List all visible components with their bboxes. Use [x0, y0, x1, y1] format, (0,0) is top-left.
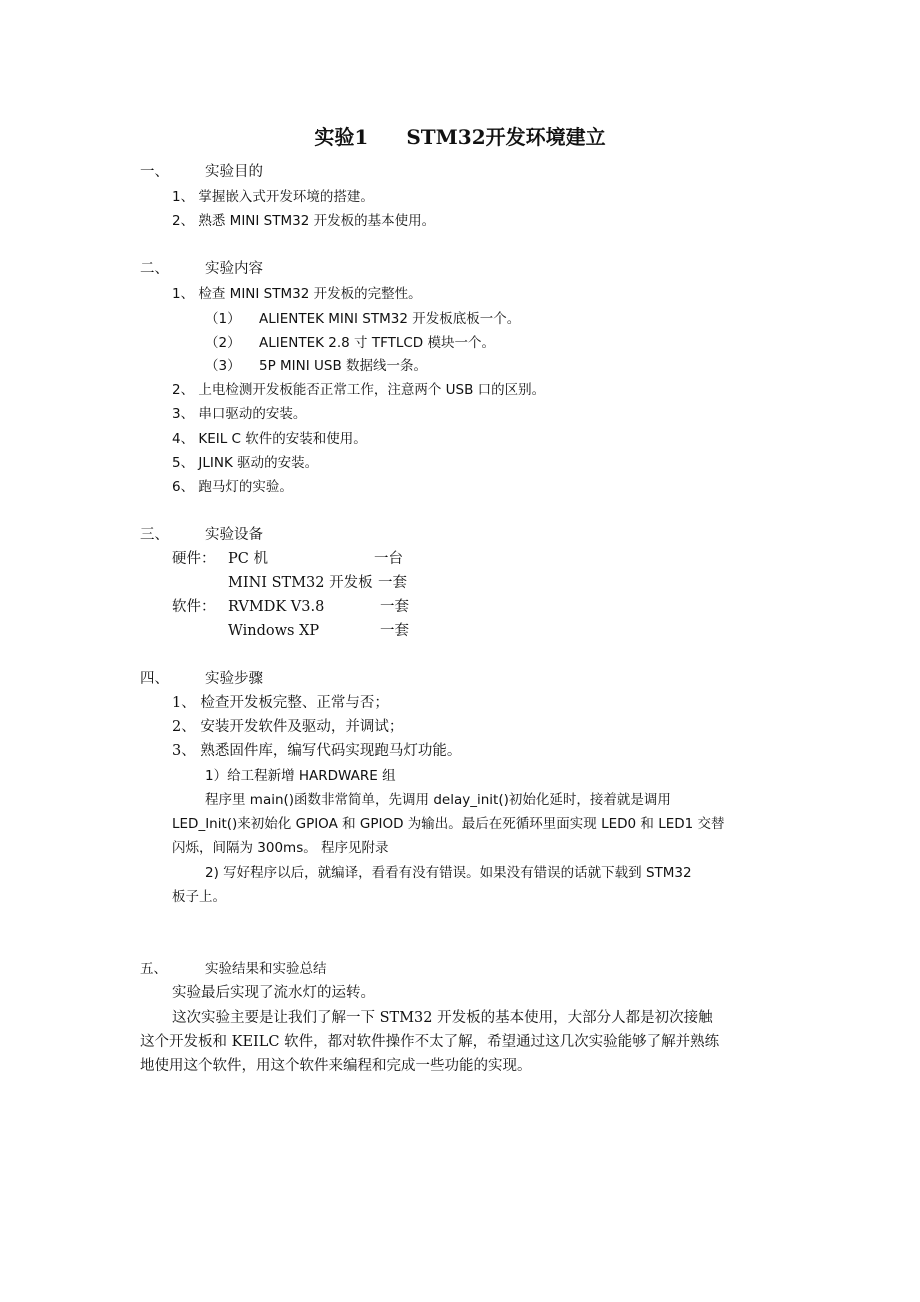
paragraph-line: 程序里 main()函数非常简单，先调用 delay_init()初始化延时，接着就是调用 — [205, 792, 671, 808]
list-item: 2、 上电检测开发板能否正常工作，注意两个 USB 口的区别。 — [172, 382, 546, 398]
equipment-qty: 一套 — [380, 623, 409, 639]
section-number: 三、 — [140, 527, 169, 543]
title-right: STM32开发环境建立 — [406, 125, 606, 149]
sub-item-number: （2） — [205, 335, 241, 351]
equipment-label: 硬件： — [172, 551, 216, 567]
section-heading: 实验内容 — [205, 261, 263, 277]
sub-item-text: 5P MINI USB 数据线一条。 — [259, 358, 428, 374]
paragraph-line: 这个开发板和 KEILC 软件，都对软件操作不太了解，希望通过这几次实验能够了解并熟练 — [140, 1034, 720, 1050]
section-heading: 实验结果和实验总结 — [205, 961, 327, 977]
paragraph-line: 闪烁，间隔为 300ms。 程序见附录 — [172, 840, 389, 856]
list-item: 1、 检查开发板完整、正常与否； — [172, 695, 389, 711]
paragraph-line: 这次实验主要是让我们了解一下 STM32 开发板的基本使用，大部分人都是初次接触 — [172, 1010, 713, 1026]
list-item: 1、 检查 MINI STM32 开发板的完整性。 — [172, 286, 422, 302]
equipment-qty: 一套 — [378, 575, 407, 591]
equipment-name: PC 机 — [228, 551, 268, 567]
section-number: 四、 — [140, 671, 169, 687]
list-item: 2、 安装开发软件及驱动，并调试； — [172, 719, 404, 735]
section-number: 二、 — [140, 261, 169, 277]
paragraph-line: 实验最后实现了流水灯的运转。 — [172, 985, 375, 1001]
equipment-name: RVMDK V3.8 — [228, 599, 325, 615]
paragraph-line: 地使用这个软件，用这个软件来编程和完成一些功能的实现。 — [140, 1058, 532, 1074]
list-item: 1、 掌握嵌入式开发环境的搭建。 — [172, 189, 374, 205]
title-left: 实验1 — [314, 125, 369, 149]
equipment-qty: 一套 — [380, 599, 409, 615]
sub-item-text: ALIENTEK 2.8 寸 TFTLCD 模块一个。 — [259, 335, 495, 351]
section-heading: 实验步骤 — [205, 671, 263, 687]
equipment-name: Windows XP — [228, 623, 320, 639]
paragraph-line: LED_Init()来初始化 GPIOA 和 GPIOD 为输出。最后在死循环里面实现 LED0 和 LED1 交替 — [172, 816, 725, 832]
page-title — [0, 124, 920, 150]
sub-item-number: （1） — [205, 311, 241, 327]
section-heading: 实验目的 — [205, 164, 263, 180]
paragraph-line: 板子上。 — [172, 889, 226, 905]
equipment-qty: 一台 — [374, 551, 403, 567]
list-item: 2、 熟悉 MINI STM32 开发板的基本使用。 — [172, 213, 436, 229]
list-item: 3、 串口驱动的安装。 — [172, 406, 307, 422]
paragraph-line: 2) 写好程序以后，就编译，看看有没有错误。如果没有错误的话就下载到 STM32 — [205, 865, 692, 881]
sub-item-text: ALIENTEK MINI STM32 开发板底板一个。 — [259, 311, 521, 327]
list-item: 3、 熟悉固件库，编写代码实现跑马灯功能。 — [172, 743, 462, 759]
list-item: 5、 JLINK 驱动的安装。 — [172, 455, 319, 471]
list-item: 4、 KEIL C 软件的安装和使用。 — [172, 431, 367, 447]
sub-item-number: （3） — [205, 358, 241, 374]
section-number: 五、 — [140, 961, 167, 977]
section-number: 一、 — [140, 164, 169, 180]
section-heading: 实验设备 — [205, 527, 263, 543]
equipment-label: 软件： — [172, 599, 216, 615]
list-item: 6、 跑马灯的实验。 — [172, 479, 293, 495]
step-heading: 1）给工程新增 HARDWARE 组 — [205, 768, 396, 784]
equipment-name: MINI STM32 开发板 — [228, 575, 373, 591]
